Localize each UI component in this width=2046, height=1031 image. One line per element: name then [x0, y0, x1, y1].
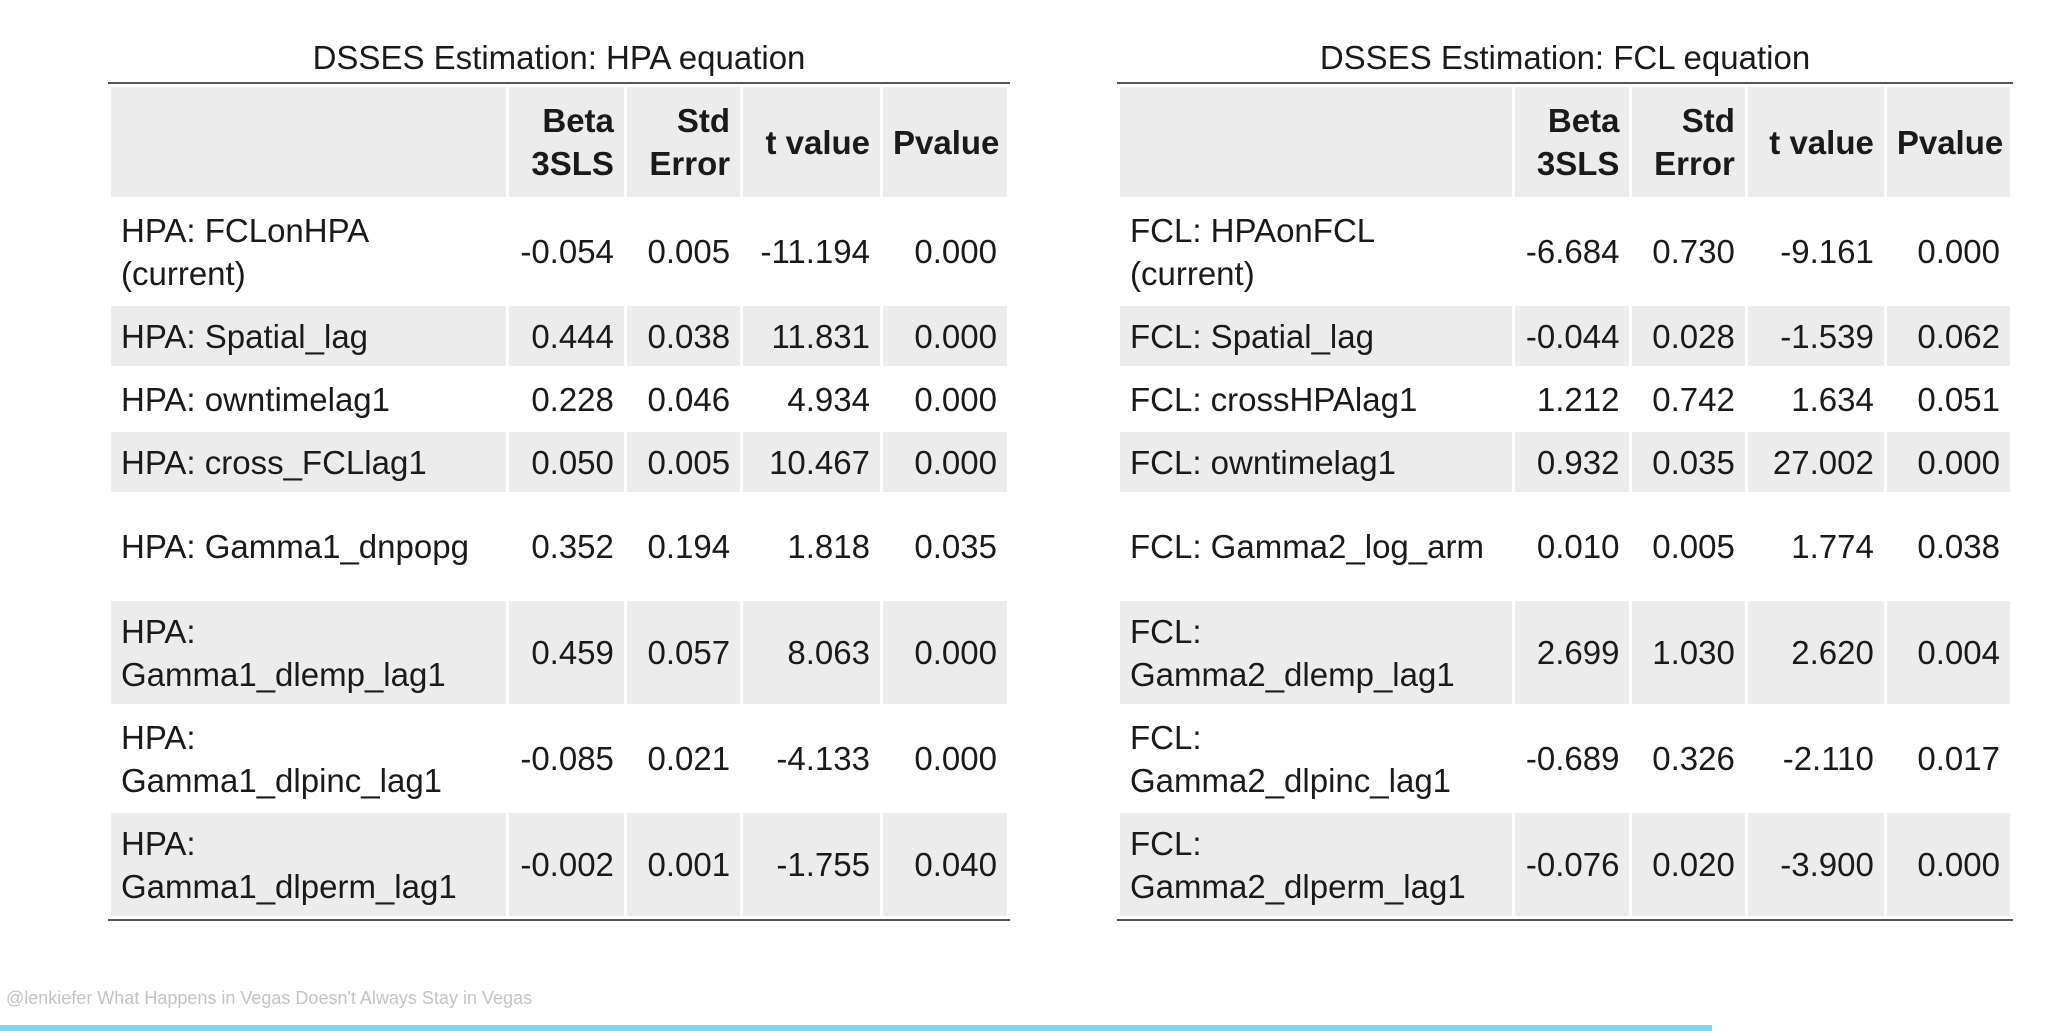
table-row [111, 495, 1007, 598]
row-beta: 2.699 [1515, 601, 1630, 704]
row-std-error: 0.001 [627, 813, 740, 916]
table-row [1120, 306, 2010, 366]
row-pvalue: 0.035 [883, 495, 1007, 598]
row-beta: 0.010 [1515, 495, 1630, 598]
table-row [111, 813, 1007, 916]
row-t-value: -2.110 [1748, 707, 1884, 810]
table-row [1120, 432, 2010, 492]
row-beta: -0.689 [1515, 707, 1630, 810]
row-t-value: -9.161 [1748, 200, 1884, 303]
row-variable: FCL: HPAonFCL (current) [1120, 200, 1512, 303]
table-row [1120, 707, 2010, 810]
row-beta: -0.076 [1515, 813, 1630, 916]
row-beta: -0.085 [509, 707, 624, 810]
row-std-error: 0.038 [627, 306, 740, 366]
row-beta: 0.459 [509, 601, 624, 704]
row-beta: 0.352 [509, 495, 624, 598]
hpa-header-beta: Beta 3SLS [509, 87, 624, 197]
fcl-header-pvalue: Pvalue [1887, 87, 2010, 197]
row-pvalue: 0.000 [883, 200, 1007, 303]
row-t-value: 11.831 [743, 306, 880, 366]
row-beta: 1.212 [1515, 369, 1630, 429]
row-std-error: 0.005 [627, 432, 740, 492]
table-row [111, 306, 1007, 366]
row-pvalue: 0.000 [883, 601, 1007, 704]
row-beta: -0.002 [509, 813, 624, 916]
table-row [111, 200, 1007, 303]
row-t-value: -11.194 [743, 200, 880, 303]
hpa-header-variable [111, 87, 506, 197]
row-t-value: 27.002 [1748, 432, 1884, 492]
row-beta: -0.044 [1515, 306, 1630, 366]
row-variable: FCL: owntimelag1 [1120, 432, 1512, 492]
table-row [1120, 813, 2010, 916]
row-variable: HPA: Gamma1_dlperm_lag1 [111, 813, 506, 916]
row-t-value: -1.539 [1748, 306, 1884, 366]
row-pvalue: 0.000 [1887, 200, 2010, 303]
fcl-table-panel [1117, 30, 2013, 921]
row-pvalue: 0.062 [1887, 306, 2010, 366]
hpa-table [108, 82, 1010, 921]
hpa-header-row [111, 87, 1007, 197]
row-pvalue: 0.038 [1887, 495, 2010, 598]
row-t-value: -3.900 [1748, 813, 1884, 916]
row-pvalue: 0.004 [1887, 601, 2010, 704]
row-std-error: 0.046 [627, 369, 740, 429]
hpa-header-std-error: Std Error [627, 87, 740, 197]
row-variable: HPA: Spatial_lag [111, 306, 506, 366]
row-pvalue: 0.000 [883, 432, 1007, 492]
table-row [1120, 200, 2010, 303]
row-beta: 0.932 [1515, 432, 1630, 492]
row-t-value: 8.063 [743, 601, 880, 704]
row-variable: FCL: crossHPAlag1 [1120, 369, 1512, 429]
table-row [1120, 369, 2010, 429]
row-pvalue: 0.000 [883, 306, 1007, 366]
fcl-table [1117, 82, 2013, 921]
row-variable: FCL: Gamma2_dlpinc_lag1 [1120, 707, 1512, 810]
row-std-error: 0.005 [1632, 495, 1744, 598]
fcl-header-beta: Beta 3SLS [1515, 87, 1630, 197]
source-caption: @lenkiefer What Happens in Vegas Doesn't Always Stay in Vegas [6, 988, 532, 1008]
row-pvalue: 0.000 [1887, 432, 2010, 492]
row-variable: HPA: Gamma1_dlpinc_lag1 [111, 707, 506, 810]
row-beta: 0.228 [509, 369, 624, 429]
row-pvalue: 0.000 [883, 707, 1007, 810]
row-pvalue: 0.051 [1887, 369, 2010, 429]
fcl-header-std-error: Std Error [1632, 87, 1744, 197]
row-std-error: 0.020 [1632, 813, 1744, 916]
row-pvalue: 0.000 [883, 369, 1007, 429]
hpa-header-pvalue: Pvalue [883, 87, 1007, 197]
row-t-value: 1.774 [1748, 495, 1884, 598]
row-t-value: 1.818 [743, 495, 880, 598]
row-std-error: 0.035 [1632, 432, 1744, 492]
row-t-value: 10.467 [743, 432, 880, 492]
row-std-error: 0.730 [1632, 200, 1744, 303]
row-std-error: 0.005 [627, 200, 740, 303]
table-row [111, 601, 1007, 704]
row-t-value: -4.133 [743, 707, 880, 810]
row-beta: 0.050 [509, 432, 624, 492]
row-std-error: 1.030 [1632, 601, 1744, 704]
row-std-error: 0.326 [1632, 707, 1744, 810]
table-row [1120, 495, 2010, 598]
row-variable: HPA: FCLonHPA (current) [111, 200, 506, 303]
row-variable: HPA: cross_FCLlag1 [111, 432, 506, 492]
fcl-header-row [1120, 87, 2010, 197]
row-beta: 0.444 [509, 306, 624, 366]
row-t-value: 1.634 [1748, 369, 1884, 429]
table-row [111, 369, 1007, 429]
fcl-header-t-value: t value [1748, 87, 1884, 197]
row-t-value: -1.755 [743, 813, 880, 916]
row-variable: FCL: Gamma2_dlperm_lag1 [1120, 813, 1512, 916]
row-variable: FCL: Spatial_lag [1120, 306, 1512, 366]
row-std-error: 0.021 [627, 707, 740, 810]
row-t-value: 2.620 [1748, 601, 1884, 704]
fcl-table-title: DSSES Estimation: FCL equation [1319, 39, 1811, 76]
fcl-header-variable [1120, 87, 1512, 197]
row-beta: -6.684 [1515, 200, 1630, 303]
table-row [111, 707, 1007, 810]
row-variable: FCL: Gamma2_log_arm [1120, 495, 1512, 598]
row-variable: HPA: Gamma1_dlemp_lag1 [111, 601, 506, 704]
row-beta: -0.054 [509, 200, 624, 303]
row-pvalue: 0.017 [1887, 707, 2010, 810]
row-t-value: 4.934 [743, 369, 880, 429]
accent-bar [0, 1025, 1712, 1031]
hpa-table-title: DSSES Estimation: HPA equation [312, 39, 806, 76]
row-std-error: 0.194 [627, 495, 740, 598]
row-std-error: 0.057 [627, 601, 740, 704]
row-pvalue: 0.000 [1887, 813, 2010, 916]
row-pvalue: 0.040 [883, 813, 1007, 916]
row-variable: HPA: owntimelag1 [111, 369, 506, 429]
table-row [111, 432, 1007, 492]
row-variable: HPA: Gamma1_dnpopg [111, 495, 506, 598]
hpa-header-t-value: t value [743, 87, 880, 197]
row-std-error: 0.742 [1632, 369, 1744, 429]
row-std-error: 0.028 [1632, 306, 1744, 366]
hpa-table-panel [108, 30, 1010, 921]
row-variable: FCL: Gamma2_dlemp_lag1 [1120, 601, 1512, 704]
table-row [1120, 601, 2010, 704]
